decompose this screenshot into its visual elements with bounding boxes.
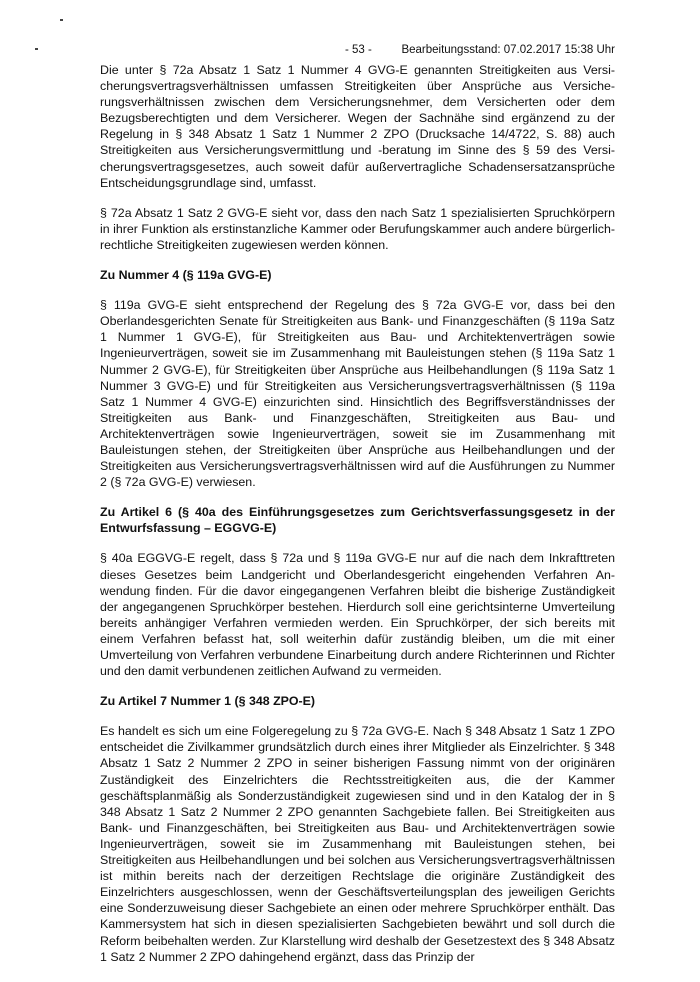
section-heading: Zu Nummer 4 (§ 119a GVG-E) (100, 268, 272, 283)
scan-speck (35, 48, 38, 50)
edit-status: Bearbeitungsstand: 07.02.2017 15:38 Uhr (401, 44, 615, 56)
paragraph: § 40a EGGVG-E regelt, dass § 72a und § 119a GVG-E nur auf die nach dem Inkrafttreten dieses Gesetzes beim Landgericht und Oberlandesgericht eingehenden Verfahren Anwendung finden. Für die davor eingegangenen Verfahren bleibt die bisherige Zuständigkeit der angegangenen Spruchkörper bestehen. Hierdurch soll eine gerichtsinterne Umverteilung bereits anhängiger Verfahren vermieden werden. Ein Spruchkörper, der sich bereits mit einem Verfahren befasst hat, soll weiterhin dafür zuständig bleiben, um die mit einer Umverteilung von Verfahren verbundene Einarbeitung durch andere Richterinnen und Richter und den damit verbundenen zeitlichen Aufwand zu vermeiden. (100, 551, 615, 679)
paragraph: Es handelt es sich um eine Folgeregelung zu § 72a GVG-E. Nach § 348 Absatz 1 Satz 1 ZPO entscheidet die Zivilkammer grundsätzlich durch eines ihrer Mitglieder als Einzelrichter. § 348 Absatz 1 Satz 2 Nummer 2 ZPO in seiner bisherigen Fassung nimmt von der originären Zuständigkeit des Einzelrichters die Rechtsstreitigkeiten aus, die der Kammer geschäftsplanmäßig als Sonderzuständigkeit zugewiesen sind und in den Katalog der in § 348 Absatz 1 Satz 2 Nummer 2 ZPO genannten Sachgebiete fallen. Bei Streitigkeiten aus Bank- und Finanzgeschäften, bei Streitigkeiten aus Bau- und Architektenverträgen sowie Ingenieurverträgen, soweit sie im Zusammenhang mit Bauleistungen stehen, bei Streitigkeiten aus Heilbehandlungen und bei solchen aus Versicherungsvertragsverhältnissen ist mithin bereits nach der derzeitigen Rechtslage die originäre Zuständigkeit des Einzelrichters ausgeschlossen, wenn der Geschäftsverteilungsplan des jeweiligen Gerichts eine Sonderzuweisung dieser Sachgebiete an einen oder mehrere Spruchkörper enthält. Das Kammersystem hat sich in diesen spezialisierten Sachgebieten bewährt und soll durch die Reform beibehalten werden. Zur Klarstellung wird deshalb der Gesetzestext des § 348 Absatz 1 Satz 2 Nummer 2 ZPO dahingehend ergänzt, dass das Prinzip der (100, 724, 615, 964)
section-heading: Zu Artikel 6 (§ 40a des Einführungsgesetzes zum Gerichtsverfassungsgesetz in der Entwurfsfassung – EGGVG-E) (100, 505, 615, 536)
section-heading: Zu Artikel 7 Nummer 1 (§ 348 ZPO-E) (100, 694, 316, 709)
page-content (100, 62, 615, 979)
scan-speck (60, 19, 63, 21)
page-number: - 53 - (345, 44, 372, 56)
paragraph: § 72a Absatz 1 Satz 2 GVG-E sieht vor, dass den nach Satz 1 spezialisierten Spruchkörpern in ihrer Funktion als erstinstanzliche Kammer oder Berufungskammer auch andere bürgerlich-rechtliche Streitigkeiten zugewiesen werden können. (100, 205, 615, 252)
paragraph: Die unter § 72a Absatz 1 Satz 1 Nummer 4 GVG-E genannten Streitigkeiten aus Versicherungsvertragsverhältnissen umfassen Streitigkeiten über Ansprüche aus Versicherungsverhältnissen zwischen dem Versicherungsnehmer, dem Versicherten oder dem Bezugsberechtigten und dem Versicherer. Wegen der Sachnähe sind ergänzend zu der Regelung in § 348 Absatz 1 Satz 1 Nummer 2 ZPO (Drucksache 14/4722, S. 88) auch Streitigkeiten aus Versicherungsvermittlung und -beratung im Sinne des § 59 des Versicherungsvertragsgesetzes, auch soweit dafür außervertragliche Schadensersatzansprüche Entscheidungsgrundlage sind, umfasst. (100, 63, 615, 190)
page-header (100, 44, 615, 60)
paragraph: § 119a GVG-E sieht entsprechend der Regelung des § 72a GVG-E vor, dass bei den Oberlandesgerichten Senate für Streitigkeiten aus Bank- und Finanzgeschäften (§ 119a Satz 1 Nummer 1 GVG-E), für Streitigkeiten aus Bau- und Architektenverträgen sowie Ingenieurverträgen, soweit sie im Zusammenhang mit Bauleistungen stehen (§ 119a Satz 1 Nummer 2 GVG-E), für Streitigkeiten über Ansprüche aus Heilbehandlungen (§ 119a Satz 1 Nummer 3 GVG-E) und für Streitigkeiten aus Versicherungsvertragsverhältnissen (§ 119a Satz 1 Nummer 4 GVG-E) einzurichten sind. Hinsichtlich des Begriffsverständnisses der Streitigkeiten aus Bank- und Finanzgeschäften, Streitigkeiten aus Bau- und Architektenverträgen sowie Ingenieurverträgen, soweit sie im Zusammenhang mit Bauleistungen stehen, der Streitigkeiten über Ansprüche aus Heilbehandlungen und der Streitigkeiten aus Versicherungsvertragsverhältnissen wird auf die Ausführungen zu Nummer 2 (§ 72a GVG-E) verwiesen. (100, 298, 615, 490)
